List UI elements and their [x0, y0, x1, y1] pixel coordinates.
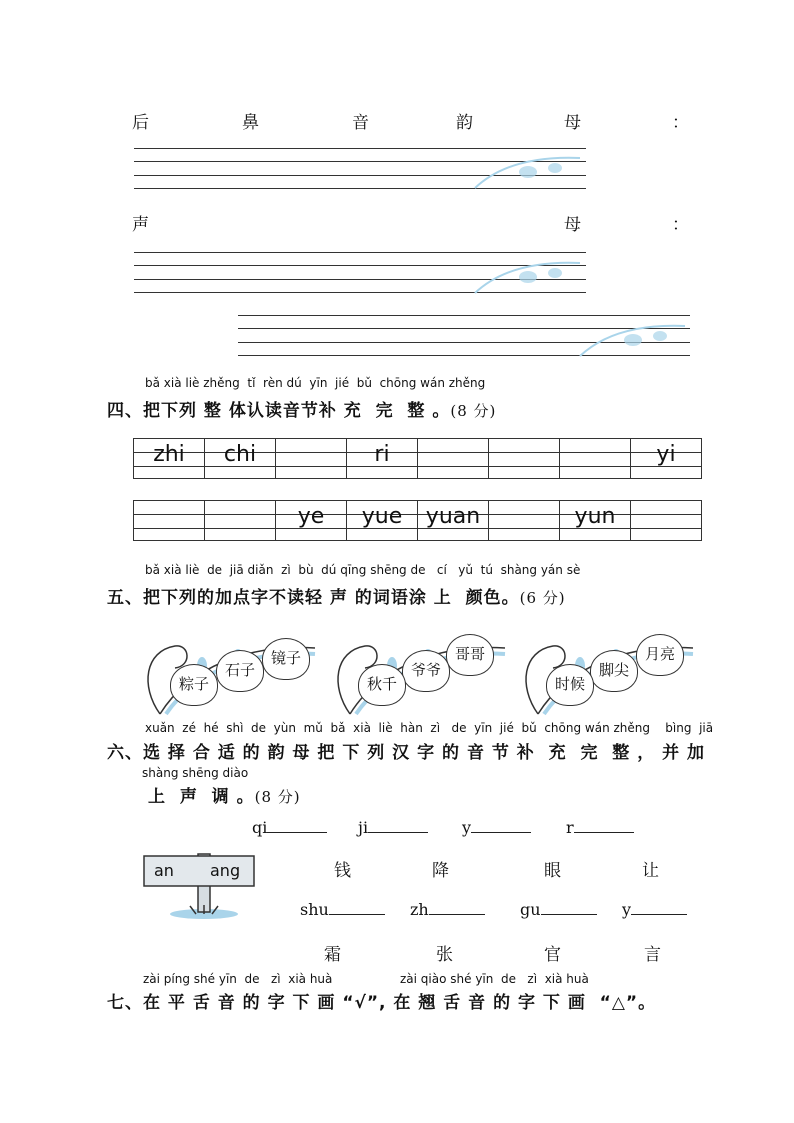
row1-colon: ：: [672, 113, 689, 133]
grid2-cell-blank[interactable]: [631, 501, 702, 541]
grid2-cell: ye: [276, 501, 347, 541]
fill-blank-shu[interactable]: shu: [300, 900, 385, 919]
leaf-word[interactable]: 石子: [216, 650, 264, 692]
fill-blank-y[interactable]: y: [462, 818, 531, 837]
sign-option-ang[interactable]: ang: [210, 861, 241, 880]
section5-pinyin: bǎ xià liè de jiā diǎn zì bù dú qīng shēng de cí yǔ tú shàng yán sè: [145, 563, 581, 577]
section6-title-1: 选 择 合 适 的 韵 母 把 下 列 汉 字 的 音 节 补 充 完 整 ， 并 加: [143, 743, 706, 763]
leaf-decoration-icon: [470, 255, 590, 295]
section6-heading-2: [148, 782, 301, 807]
grid2-cell-blank[interactable]: [134, 501, 205, 541]
section4-pinyin: bǎ xià liè zhěng tǐ rèn dú yīn jié bǔ chōng wán zhěng: [145, 376, 486, 390]
section7-pinyin-1: zài píng shé yīn de zì xià huà: [143, 972, 333, 986]
row1-label-bi: 鼻: [242, 113, 259, 133]
leaf-decoration-icon: [575, 318, 695, 358]
section5-title: 把下列的加点字不读轻 声 的词语涂 上 颜色。: [143, 588, 520, 608]
grid1-cell-blank[interactable]: [418, 439, 489, 479]
grid2-cell: yuan: [418, 501, 489, 541]
section7-pinyin-2: zài qiào shé yīn de zì xià huà: [400, 972, 589, 986]
row2-label-sheng: 声: [132, 215, 149, 235]
leaf-word[interactable]: 月亮: [636, 634, 684, 676]
section7-number: 七、: [107, 993, 143, 1013]
leaf-decoration-icon: [470, 150, 590, 190]
fill-blank-y2[interactable]: y: [622, 900, 687, 919]
section5-heading: [107, 583, 566, 608]
fill-blank-gu[interactable]: gu: [520, 900, 597, 919]
char-yan: 眼: [544, 861, 561, 881]
section7-title: 在 平 舌 音 的 字 下 画 “√”, 在 翘 舌 音 的 字 下 画 “△”。: [143, 993, 657, 1013]
section4-title: 把下列 整 体认读音节补 充 完 整 。: [143, 401, 451, 421]
char-guan: 官: [544, 945, 561, 965]
pinyin-grid-2: [133, 500, 702, 541]
pinyin-grid-1: [133, 438, 702, 479]
row2-colon: ：: [672, 215, 689, 235]
leaf-word[interactable]: 时候: [546, 664, 594, 706]
fill-blank-ji[interactable]: ji: [358, 818, 428, 837]
section6-pinyin-1: xuǎn zé hé shì de yùn mǔ bǎ xià liè hàn zì de yīn jié bǔ chōng wán zhěng bìng jiā: [145, 721, 714, 735]
grid1-cell: chi: [205, 439, 276, 479]
char-shuang: 霜: [324, 945, 341, 965]
section6-pinyin-2: shàng shēng diào: [142, 766, 249, 780]
char-yan2: 言: [644, 945, 661, 965]
grid1-cell: zhi: [134, 439, 205, 479]
row1-label-yun: 韵: [456, 113, 473, 133]
char-zhang: 张: [436, 945, 453, 965]
section4-heading: [107, 396, 496, 421]
leaf-word[interactable]: 哥哥: [446, 634, 494, 676]
grid2-cell-blank[interactable]: [489, 501, 560, 541]
char-qian: 钱: [334, 861, 351, 881]
section6-number: 六、: [107, 743, 143, 763]
grid2-cell-blank[interactable]: [205, 501, 276, 541]
grid2-cell: yue: [347, 501, 418, 541]
fill-blank-r[interactable]: r: [566, 818, 634, 837]
char-jiang: 降: [432, 861, 449, 881]
char-rang: 让: [642, 861, 659, 881]
sign-option-an[interactable]: an: [154, 861, 174, 880]
leaf-word[interactable]: 脚尖: [590, 650, 638, 692]
grid2-cell: yun: [560, 501, 631, 541]
row2-label-mu: 母: [564, 215, 581, 235]
leaf-word[interactable]: 秋千: [358, 664, 406, 706]
leaf-word[interactable]: 爷爷: [402, 650, 450, 692]
row1-label-mu: 母: [564, 113, 581, 133]
section7-heading: [107, 988, 656, 1013]
section6-heading: [107, 738, 705, 763]
row1-label-hou: 后: [132, 113, 149, 133]
grid1-cell: yi: [631, 439, 702, 479]
leaf-word[interactable]: 镜子: [262, 638, 310, 680]
row1-label-yin: 音: [352, 113, 369, 133]
section5-score: (6 分): [519, 589, 566, 607]
grid1-cell-blank[interactable]: [276, 439, 347, 479]
fill-blank-zh[interactable]: zh: [410, 900, 485, 919]
section6-score: (8 分): [254, 788, 301, 806]
signpost-icon: [140, 848, 260, 920]
grid1-cell: ri: [347, 439, 418, 479]
leaf-word[interactable]: 粽子: [170, 664, 218, 706]
grid1-cell-blank[interactable]: [489, 439, 560, 479]
grid1-cell-blank[interactable]: [560, 439, 631, 479]
section5-number: 五、: [107, 588, 143, 608]
fill-blank-qi[interactable]: qi: [252, 818, 327, 837]
section4-score: (8 分): [450, 402, 497, 420]
section4-number: 四、: [107, 401, 143, 421]
section6-title-2: 上 声 调 。: [148, 787, 255, 807]
